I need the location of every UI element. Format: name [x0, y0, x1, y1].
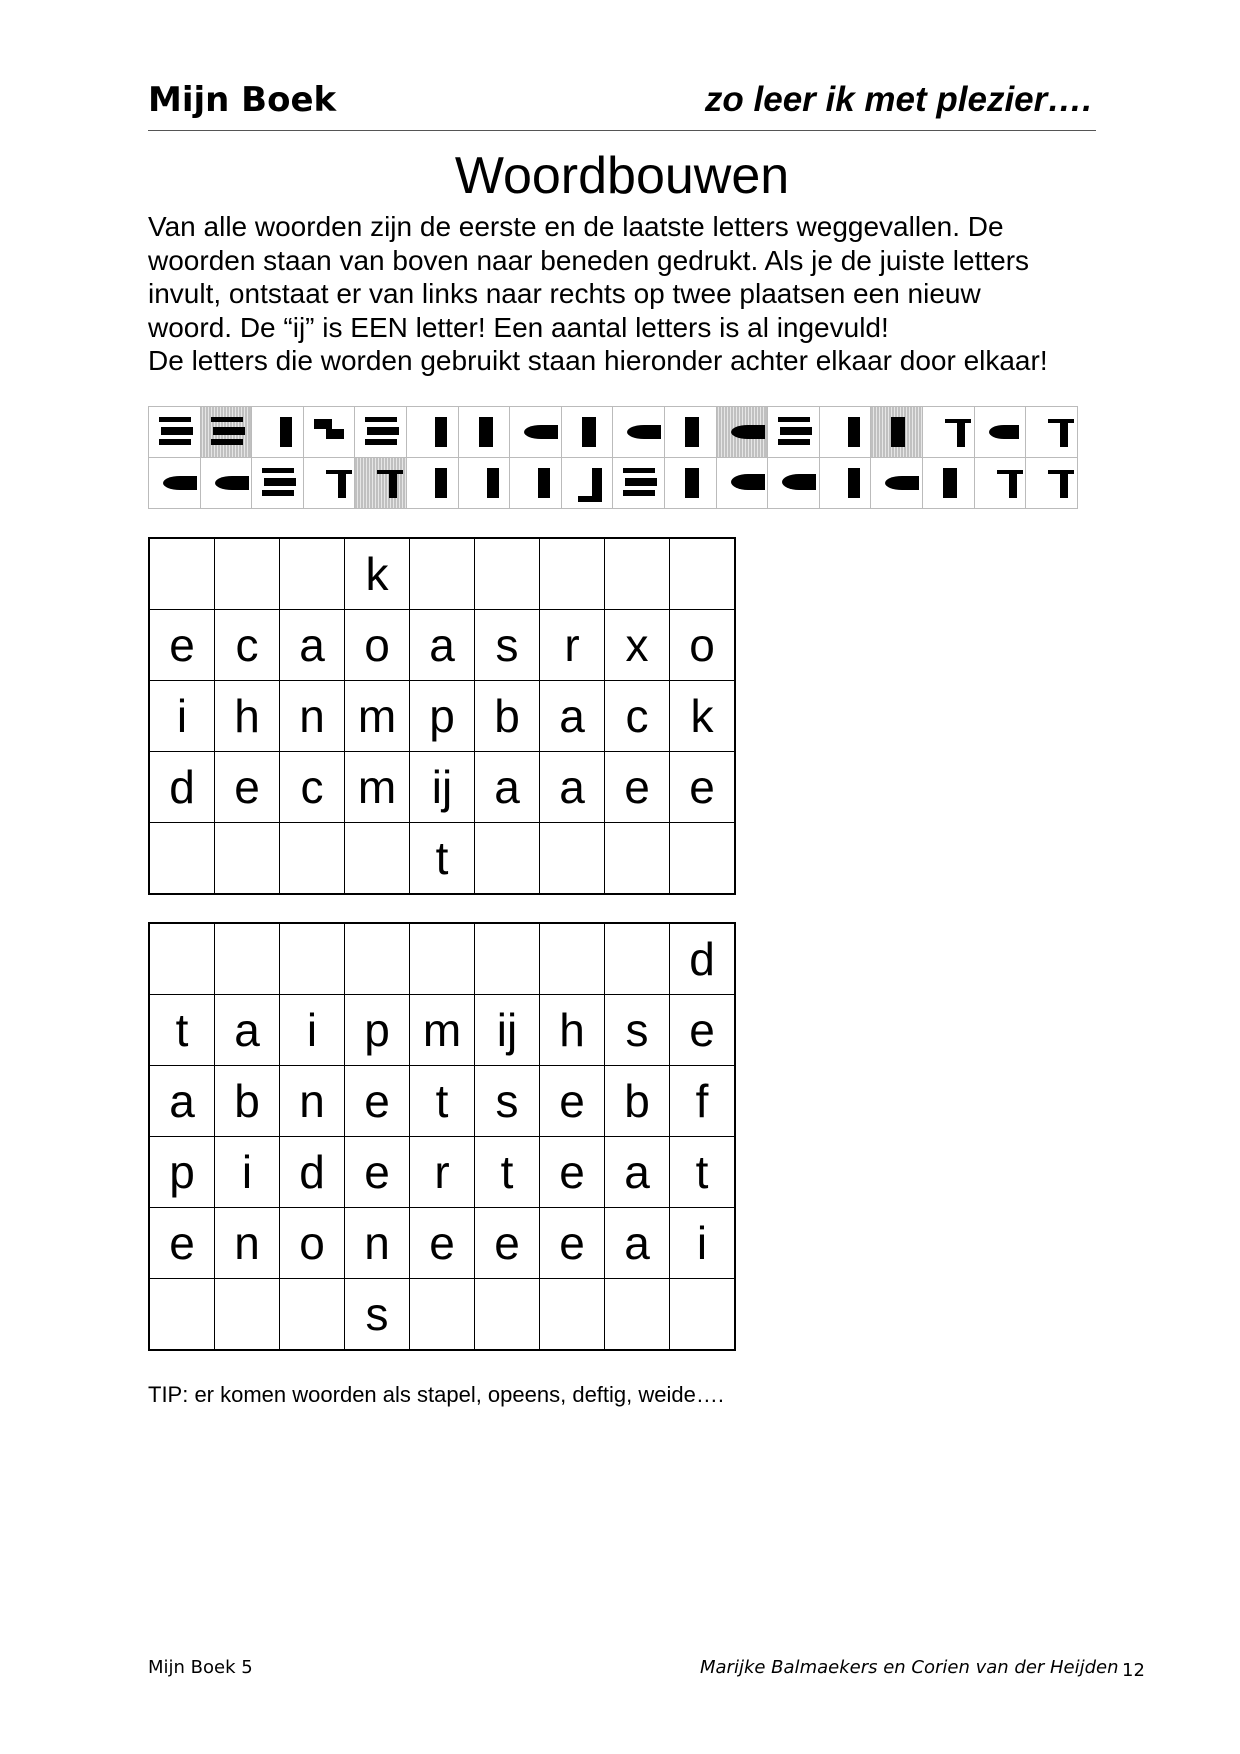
grid-cell: t: [410, 823, 475, 895]
letter-fragment: [848, 468, 860, 498]
letter-fragment: [731, 474, 765, 490]
scramble-cell: [252, 458, 304, 509]
grid-cell: a: [475, 752, 540, 823]
grid-cell: s: [475, 1066, 540, 1137]
grid-cell: d: [149, 752, 215, 823]
letter-fragment: [262, 468, 294, 473]
letter-fragment: [957, 419, 965, 447]
letter-fragment: [1060, 419, 1068, 447]
scramble-cell: [406, 458, 458, 509]
scramble-cell: [974, 458, 1026, 509]
scramble-cell: [355, 407, 407, 458]
book-slogan: zo leer ik met plezier….: [704, 80, 1092, 119]
page-title: Woordbouwen: [454, 147, 790, 205]
letter-fragment: [623, 468, 655, 473]
grid-cell[interactable]: [605, 538, 670, 610]
letter-fragment: [778, 439, 810, 445]
grid-cell: a: [605, 1208, 670, 1279]
grid-cell: c: [280, 752, 345, 823]
letter-fragment: [731, 425, 765, 439]
scramble-cell: [1026, 407, 1078, 458]
letter-fragment: [211, 439, 243, 445]
scramble-cell: [922, 407, 974, 458]
scramble-cell: [664, 458, 716, 509]
grid-cell: a: [410, 610, 475, 681]
letter-fragment: [778, 417, 810, 422]
grid-cell[interactable]: [540, 823, 605, 895]
grid-cell: e: [605, 752, 670, 823]
grid-cell[interactable]: [345, 923, 410, 995]
grid-cell: h: [540, 995, 605, 1066]
letter-fragment: [264, 478, 296, 486]
grid-cell: t: [670, 1137, 736, 1208]
grid-cell[interactable]: [670, 538, 736, 610]
grid-cell: t: [410, 1066, 475, 1137]
grid-cell: e: [215, 752, 280, 823]
grid-cell[interactable]: [605, 823, 670, 895]
grid-cell: k: [345, 538, 410, 610]
scrambled-letters-strip: [148, 406, 1078, 509]
scramble-cell: [819, 458, 871, 509]
scramble-cell: [510, 407, 562, 458]
instruction-line: woord. De “ij” is EEN letter! Een aantal letters is al ingevuld!: [148, 311, 889, 343]
scramble-cell: [149, 458, 201, 509]
letter-fragment: [989, 425, 1019, 439]
letter-fragment: [782, 474, 816, 490]
letter-fragment: [161, 427, 193, 435]
grid-cell: c: [605, 681, 670, 752]
letter-fragment: [627, 425, 661, 439]
grid-cell: e: [345, 1066, 410, 1137]
grid-cell: c: [215, 610, 280, 681]
grid-cell: o: [280, 1208, 345, 1279]
letter-fragment: [885, 476, 919, 490]
grid-cell[interactable]: [540, 923, 605, 995]
grid-cell[interactable]: [215, 538, 280, 610]
grid-cell: b: [475, 681, 540, 752]
grid-cell: i: [670, 1208, 736, 1279]
letter-fragment: [685, 417, 699, 447]
grid-cell[interactable]: [149, 1279, 215, 1351]
tip-text: TIP: er komen woorden als stapel, opeens, deftig, weide….: [148, 1382, 724, 1407]
scramble-cell: [871, 407, 923, 458]
letter-fragment: [338, 470, 346, 498]
scramble-cell: [303, 458, 355, 509]
grid-row: [149, 538, 735, 610]
grid-cell: r: [410, 1137, 475, 1208]
grid-row: [149, 923, 735, 995]
letter-fragment: [365, 417, 397, 422]
grid-cell: a: [149, 1066, 215, 1137]
grid-cell: s: [345, 1279, 410, 1351]
grid-cell[interactable]: [149, 923, 215, 995]
grid-cell[interactable]: [410, 538, 475, 610]
grid-cell: m: [410, 995, 475, 1066]
grid-cell[interactable]: [540, 1279, 605, 1351]
grid-cell: a: [540, 752, 605, 823]
scramble-cell: [406, 407, 458, 458]
grid-cell[interactable]: [670, 823, 736, 895]
grid-row: [149, 610, 735, 681]
grid-cell: ij: [410, 752, 475, 823]
letter-fragment: [1060, 470, 1068, 498]
footer-book-name: Mijn Boek 5: [148, 1657, 253, 1678]
grid-cell: o: [345, 610, 410, 681]
scramble-cell: [458, 407, 510, 458]
letter-fragment: [262, 490, 294, 496]
grid-cell: h: [215, 681, 280, 752]
grid-cell: n: [280, 681, 345, 752]
scramble-cell: [561, 458, 613, 509]
grid-row: [149, 995, 735, 1066]
grid-cell: e: [670, 995, 736, 1066]
footer-authors: Marijke Balmaekers en Corien van der Heijden: [700, 1657, 1119, 1678]
grid-cell: m: [345, 752, 410, 823]
letter-fragment: [848, 417, 860, 447]
grid-cell[interactable]: [215, 923, 280, 995]
letter-fragment: [582, 417, 596, 447]
scramble-cell: [664, 407, 716, 458]
grid-cell[interactable]: [605, 923, 670, 995]
instruction-line: woorden staan van boven naar beneden gedrukt. Als je de juiste letters: [148, 244, 1030, 276]
grid-cell: i: [149, 681, 215, 752]
instruction-line: invult, ontstaat er van links naar rechts op twee plaatsen een nieuw: [148, 278, 981, 309]
instruction-line: Van alle woorden zijn de eerste en de laatste letters weggevallen. De: [148, 211, 1004, 242]
grid-cell: k: [670, 681, 736, 752]
grid-cell[interactable]: [280, 1279, 345, 1351]
instructions: [148, 210, 1108, 378]
grid-cell[interactable]: [475, 1279, 540, 1351]
grid-cell: n: [280, 1066, 345, 1137]
grid-cell: e: [540, 1066, 605, 1137]
instruction-line: De letters die worden gebruikt staan hieronder achter elkaar door elkaar!: [148, 345, 1048, 376]
grid-cell: e: [149, 610, 215, 681]
scramble-cell: [922, 458, 974, 509]
letter-fragment: [538, 468, 550, 498]
page-header: [148, 72, 1096, 131]
letter-fragment: [159, 417, 191, 422]
grid-cell: x: [605, 610, 670, 681]
grid-cell: r: [540, 610, 605, 681]
letter-fragment: [211, 417, 243, 422]
grid-cell[interactable]: [540, 538, 605, 610]
scramble-cell: [768, 458, 820, 509]
grid-cell: b: [605, 1066, 670, 1137]
scramble-cell: [510, 458, 562, 509]
grid-cell: i: [280, 995, 345, 1066]
letter-fragment: [524, 425, 558, 439]
grid-cell: n: [345, 1208, 410, 1279]
scramble-cell: [716, 458, 768, 509]
letter-fragment: [326, 429, 344, 439]
page-number: 12: [1122, 1660, 1145, 1681]
scramble-cell: [149, 407, 201, 458]
letter-fragment: [159, 439, 191, 445]
grid-row: [149, 1137, 735, 1208]
scramble-cell: [819, 407, 871, 458]
grid-cell: e: [670, 752, 736, 823]
grid-cell[interactable]: [605, 1279, 670, 1351]
grid-cell: s: [605, 995, 670, 1066]
scramble-cell: [1026, 458, 1078, 509]
grid-cell: a: [280, 610, 345, 681]
grid-cell: i: [215, 1137, 280, 1208]
grid-cell: f: [670, 1066, 736, 1137]
word-puzzle-grid-1: [148, 537, 736, 895]
grid-cell: t: [149, 995, 215, 1066]
letter-fragment: [479, 417, 493, 447]
scramble-cell: [458, 458, 510, 509]
grid-cell[interactable]: [280, 823, 345, 895]
grid-cell: p: [345, 995, 410, 1066]
grid-cell[interactable]: [410, 1279, 475, 1351]
grid-cell[interactable]: [149, 538, 215, 610]
grid-cell[interactable]: [215, 823, 280, 895]
grid-row: [149, 823, 735, 895]
letter-fragment: [215, 476, 249, 490]
scramble-cell: [200, 407, 252, 458]
word-puzzle-grid-2: [148, 922, 736, 1351]
grid-cell[interactable]: [410, 923, 475, 995]
letter-fragment: [625, 478, 657, 486]
grid-cell: d: [280, 1137, 345, 1208]
scramble-cell: [974, 407, 1026, 458]
letter-fragment: [891, 417, 905, 447]
scramble-cell: [613, 458, 665, 509]
grid-cell: a: [540, 681, 605, 752]
grid-cell: t: [475, 1137, 540, 1208]
grid-cell: ij: [475, 995, 540, 1066]
letter-fragment: [435, 468, 447, 498]
letter-fragment: [623, 490, 655, 496]
letter-fragment: [367, 427, 399, 435]
scramble-cell: [561, 407, 613, 458]
grid-cell: n: [215, 1208, 280, 1279]
letter-fragment: [943, 468, 957, 498]
grid-cell: e: [540, 1208, 605, 1279]
scramble-cell: [355, 458, 407, 509]
grid-cell: e: [475, 1208, 540, 1279]
scramble-cell: [252, 407, 304, 458]
grid-cell[interactable]: [280, 538, 345, 610]
grid-row: [149, 1208, 735, 1279]
grid-row: [149, 752, 735, 823]
grid-cell: a: [215, 995, 280, 1066]
grid-row: [149, 1279, 735, 1351]
scramble-row: [149, 407, 1078, 458]
letter-fragment: [280, 417, 292, 447]
grid-cell[interactable]: [670, 1279, 736, 1351]
grid-cell: e: [410, 1208, 475, 1279]
letter-fragment: [578, 496, 602, 502]
grid-cell[interactable]: [475, 923, 540, 995]
grid-cell: e: [540, 1137, 605, 1208]
letter-fragment: [389, 470, 397, 498]
grid-cell: p: [149, 1137, 215, 1208]
book-title: Mijn Boek: [148, 80, 337, 120]
grid-row: [149, 1066, 735, 1137]
scramble-cell: [613, 407, 665, 458]
scramble-cell: [768, 407, 820, 458]
grid-cell[interactable]: [475, 823, 540, 895]
grid-cell: o: [670, 610, 736, 681]
scramble-row: [149, 458, 1078, 509]
letter-fragment: [487, 468, 499, 498]
letter-fragment: [780, 427, 812, 435]
grid-cell: a: [605, 1137, 670, 1208]
grid-cell[interactable]: [280, 923, 345, 995]
scramble-cell: [871, 458, 923, 509]
letter-fragment: [685, 468, 699, 498]
scramble-cell: [200, 458, 252, 509]
letter-fragment: [213, 427, 245, 435]
grid-cell[interactable]: [475, 538, 540, 610]
grid-cell: b: [215, 1066, 280, 1137]
grid-cell[interactable]: [345, 823, 410, 895]
grid-cell: p: [410, 681, 475, 752]
letter-fragment: [435, 417, 447, 447]
scramble-cell: [716, 407, 768, 458]
letter-fragment: [1009, 470, 1017, 498]
letter-fragment: [365, 439, 397, 445]
scramble-cell: [303, 407, 355, 458]
grid-row: [149, 681, 735, 752]
grid-cell: e: [345, 1137, 410, 1208]
letter-fragment: [163, 476, 197, 490]
grid-cell: e: [149, 1208, 215, 1279]
grid-cell: s: [475, 610, 540, 681]
grid-cell: m: [345, 681, 410, 752]
grid-cell: d: [670, 923, 736, 995]
grid-cell[interactable]: [215, 1279, 280, 1351]
letter-fragment: [314, 419, 332, 429]
grid-cell[interactable]: [149, 823, 215, 895]
